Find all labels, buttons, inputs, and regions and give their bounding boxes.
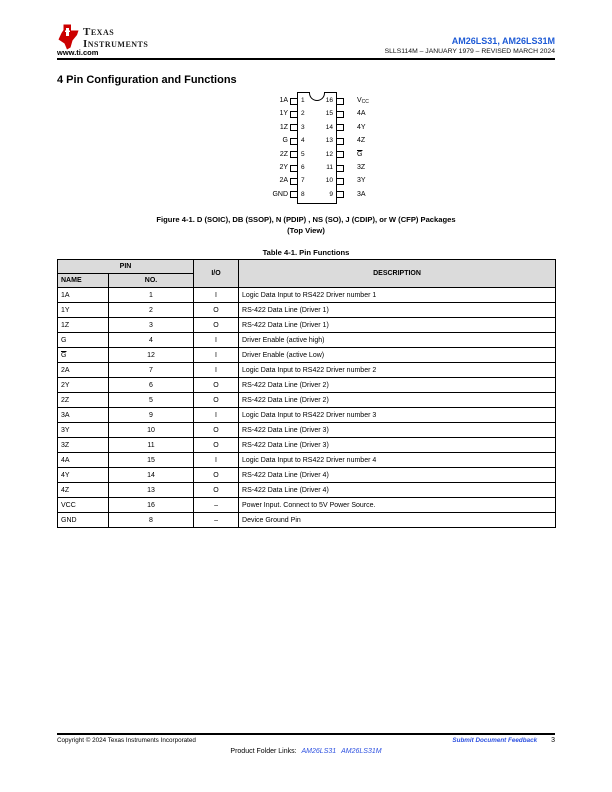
- pin-number-4: 4: [301, 137, 305, 145]
- pin-stub-12: [336, 151, 344, 158]
- cell-io: O: [194, 423, 239, 438]
- cell-no: 11: [109, 438, 194, 453]
- pin-stub-16: [336, 98, 344, 105]
- cell-name-G-bar: $\overline{G}$: [58, 348, 109, 363]
- table-row: [58, 423, 556, 438]
- cell-io: O: [194, 438, 239, 453]
- cell-description: Power Input. Connect to 5V Power Source.: [239, 498, 556, 513]
- cell-no: 3: [109, 318, 194, 333]
- table-row: [58, 348, 556, 363]
- pin-stub-14: [336, 124, 344, 131]
- cell-description: RS-422 Data Line (Driver 1): [239, 318, 556, 333]
- cell-no: 8: [109, 513, 194, 528]
- cell-name: 3Y: [58, 423, 109, 438]
- ti-website-link[interactable]: www.ti.com: [57, 48, 99, 57]
- cell-description: RS-422 Data Line (Driver 1): [239, 303, 556, 318]
- cell-no: 6: [109, 378, 194, 393]
- pin-number-14: 14: [325, 123, 333, 131]
- table-row: [58, 378, 556, 393]
- pin-label-VCC: [357, 96, 388, 106]
- cell-description: Logic Data Input to RS422 Driver number 1: [239, 288, 556, 303]
- table-row: [58, 483, 556, 498]
- pin-stub-6: [290, 165, 298, 172]
- table-row: [58, 318, 556, 333]
- figure-caption-line2: (Top View): [287, 226, 325, 235]
- cell-description: Logic Data Input to RS422 Driver number 2: [239, 363, 556, 378]
- pin-label-4Y: 4Y: [357, 123, 366, 131]
- pin-number-10: 10: [325, 177, 333, 185]
- cell-description: RS-422 Data Line (Driver 2): [239, 393, 556, 408]
- cell-description: Logic Data Input to RS422 Driver number 4: [239, 453, 556, 468]
- cell-name: 2Y: [58, 378, 109, 393]
- pin-number-8: 8: [301, 190, 305, 198]
- table-title: Table 4-1. Pin Functions: [262, 248, 350, 257]
- cell-description: RS-422 Data Line (Driver 4): [239, 483, 556, 498]
- cell-io: I: [194, 348, 239, 363]
- vcc-sub: CC: [361, 99, 369, 105]
- pin-stub-10: [336, 178, 344, 185]
- cell-name: 4Y: [58, 468, 109, 483]
- pin-stub-3: [290, 124, 298, 131]
- pin-label-GND: GND: [272, 190, 288, 198]
- cell-no: 1: [109, 288, 194, 303]
- cell-no: 7: [109, 363, 194, 378]
- pin-number-16: 16: [325, 97, 333, 104]
- cell-no: 10: [109, 423, 194, 438]
- pin-diagram: [258, 91, 388, 209]
- cell-description: Driver Enable (active high): [239, 333, 556, 348]
- pin-number-15: 15: [325, 110, 333, 118]
- cell-name: 4Z: [58, 483, 109, 498]
- pin-stub-9: [336, 191, 344, 198]
- cell-io: I: [194, 408, 239, 423]
- table-row: [58, 468, 556, 483]
- cell-name: G: [58, 333, 109, 348]
- ti-texas-icon: [57, 24, 79, 50]
- table-row: [58, 408, 556, 423]
- pin-stub-8: [290, 191, 298, 198]
- cell-description: RS-422 Data Line (Driver 3): [239, 423, 556, 438]
- cell-description: Driver Enable (active Low): [239, 348, 556, 363]
- ti-wordmark: [83, 24, 148, 50]
- cell-name: 4A: [58, 453, 109, 468]
- cell-io: –: [194, 498, 239, 513]
- pin-functions-table: [57, 259, 555, 528]
- cell-no: 15: [109, 453, 194, 468]
- cell-name: 2A: [58, 363, 109, 378]
- pin-stub-5: [290, 151, 298, 158]
- table-row: [58, 303, 556, 318]
- cell-io: O: [194, 378, 239, 393]
- col-header-name: NAME: [58, 274, 109, 288]
- table-row: [58, 393, 556, 408]
- pin-label-4Z: 4Z: [357, 137, 366, 145]
- table-row: [58, 513, 556, 528]
- pin-number-2: 2: [301, 110, 305, 118]
- cell-io: O: [194, 468, 239, 483]
- cell-name: 2Z: [58, 393, 109, 408]
- pin-label-3Z: 3Z: [357, 164, 366, 171]
- cell-no: 13: [109, 483, 194, 498]
- pin-number-6: 6: [301, 164, 305, 171]
- pin-number-7: 7: [301, 177, 305, 185]
- cell-description: RS-422 Data Line (Driver 2): [239, 378, 556, 393]
- cell-name: VCC: [58, 498, 109, 513]
- table-row: [58, 333, 556, 348]
- pin-number-5: 5: [301, 150, 305, 158]
- col-header-description: DESCRIPTION: [239, 260, 556, 288]
- figure-caption-line1: Figure 4-1. D (SOIC), DB (SSOP), N (PDIP) , NS (SO), J (CDIP), or W (CFP) Packages: [156, 215, 456, 224]
- header-rule: [57, 58, 555, 60]
- cell-io: I: [194, 453, 239, 468]
- cell-no: 2: [109, 303, 194, 318]
- product-link-am26ls31[interactable]: AM26LS31: [301, 748, 337, 755]
- pin-label-4A: 4A: [357, 110, 366, 118]
- pin-number-3: 3: [301, 123, 305, 131]
- pin-label-3A: 3A: [357, 190, 366, 198]
- document-info: SLLS114M – JANUARY 1979 – REVISED MARCH 2024: [384, 48, 555, 55]
- cell-no: 14: [109, 468, 194, 483]
- col-header-no: NO.: [109, 274, 194, 288]
- cell-name: 1Y: [58, 303, 109, 318]
- pin-stub-15: [336, 111, 344, 118]
- cell-io: I: [194, 333, 239, 348]
- vcc-main: V: [357, 97, 362, 104]
- pin-label-1Y: 1Y: [279, 110, 288, 118]
- pin-stub-11: [336, 165, 344, 172]
- pin-label-2Y: 2Y: [279, 164, 288, 171]
- cell-no: 9: [109, 408, 194, 423]
- submit-feedback-link[interactable]: Submit Document Feedback: [452, 737, 538, 744]
- cell-io: O: [194, 393, 239, 408]
- col-header-io: I/O: [194, 260, 239, 288]
- cell-io: –: [194, 513, 239, 528]
- pin-label-3Y: 3Y: [357, 177, 366, 185]
- pin-label-G: G: [282, 137, 288, 145]
- pin-stub-1: [290, 98, 298, 105]
- section-title: 4 Pin Configuration and Functions: [57, 74, 237, 86]
- cell-description: RS-422 Data Line (Driver 4): [239, 468, 556, 483]
- pin-label-1A: 1A: [279, 97, 288, 104]
- table-row: [58, 438, 556, 453]
- pin-label-2A: 2A: [279, 177, 288, 185]
- cell-description: Logic Data Input to RS422 Driver number 3: [239, 408, 556, 423]
- ti-logo: [57, 24, 148, 50]
- cell-io: O: [194, 318, 239, 333]
- ti-wordmark-line2: Instruments: [83, 38, 149, 50]
- page-number: 3: [551, 737, 555, 744]
- cell-no: 4: [109, 333, 194, 348]
- product-link-am26ls31m[interactable]: AM26LS31M: [341, 748, 382, 755]
- col-header-pin: PIN: [58, 260, 194, 274]
- pin-stub-7: [290, 178, 298, 185]
- pin-label-G-bar: $\overline{G}$: [357, 150, 363, 158]
- product-links-label: Product Folder Links:: [230, 748, 297, 755]
- cell-description: Device Ground Pin: [239, 513, 556, 528]
- cell-description: RS-422 Data Line (Driver 3): [239, 438, 556, 453]
- table-row: [58, 288, 556, 303]
- pin-number-12: 12: [325, 150, 333, 158]
- cell-no: 5: [109, 393, 194, 408]
- table-row: [58, 453, 556, 468]
- pin-stub-4: [290, 138, 298, 145]
- pin-number-1: 1: [301, 97, 305, 104]
- pin-stub-13: [336, 138, 344, 145]
- pin-label-2Z: 2Z: [279, 150, 288, 158]
- pin-number-9: 9: [329, 190, 333, 198]
- cell-name: GND: [58, 513, 109, 528]
- pin-number-11: 11: [326, 164, 333, 171]
- cell-name: 3A: [58, 408, 109, 423]
- pin-label-1Z: 1Z: [279, 123, 288, 131]
- cell-no: 12: [109, 348, 194, 363]
- copyright-text: Copyright © 2024 Texas Instruments Incorporated: [57, 737, 196, 744]
- footer-rule: [57, 733, 555, 735]
- pin-number-13: 13: [325, 137, 333, 145]
- cell-io: O: [194, 483, 239, 498]
- cell-no: 16: [109, 498, 194, 513]
- cell-io: I: [194, 288, 239, 303]
- cell-io: O: [194, 303, 239, 318]
- cell-name: 3Z: [58, 438, 109, 453]
- ti-wordmark-line1: Texas: [83, 26, 115, 38]
- cell-io: I: [194, 363, 239, 378]
- pin-stub-2: [290, 111, 298, 118]
- cell-name: 1A: [58, 288, 109, 303]
- cell-name: 1Z: [58, 318, 109, 333]
- table-row: [58, 363, 556, 378]
- table-row: [58, 498, 556, 513]
- part-numbers: AM26LS31, AM26LS31M: [451, 36, 555, 46]
